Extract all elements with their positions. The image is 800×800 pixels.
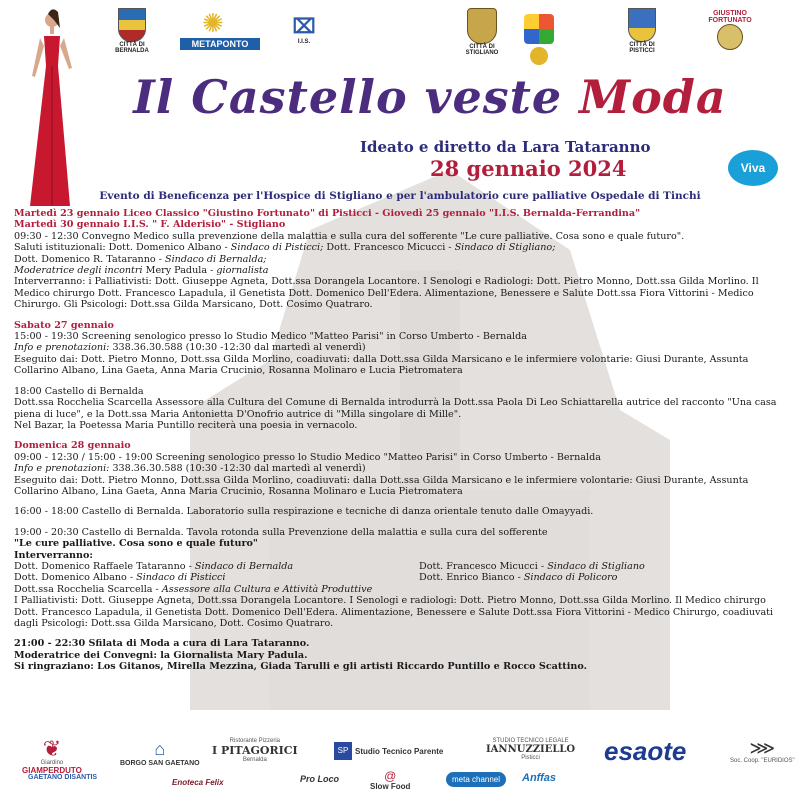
logo-iis [284, 14, 324, 45]
speaker [419, 561, 645, 572]
pisticci-crest-icon [628, 8, 656, 42]
text: Giardino [40, 760, 64, 766]
poster-title [110, 70, 750, 124]
euridios-logo-icon: ⋙ [749, 738, 776, 758]
bernalda-crest-icon [118, 8, 146, 42]
tataranno-line [14, 254, 788, 265]
director-credit: Ideato e diretto da Lara Tataranno [360, 138, 651, 156]
text: IANNUZZIELLO [486, 744, 576, 755]
title-part-1: Il Castello veste [133, 70, 580, 124]
text: Pisticci [521, 755, 540, 761]
text: STUDIO TECNICO LEGALE [492, 738, 569, 744]
logo-metaponto [180, 6, 260, 50]
logo-citta-di-stigliano [462, 8, 502, 56]
text: GIAMPERDUTO [22, 766, 82, 775]
text: I PITAGORICI [212, 744, 298, 757]
stigliano-crest-icon [467, 8, 497, 44]
text: Sindaco di Policoro [523, 572, 618, 584]
text: meta channel [446, 772, 506, 787]
text: Bernalda [242, 757, 267, 763]
speaker [14, 572, 419, 583]
text: Slow Food [370, 782, 411, 791]
castello-1800: 18:00 Castello di Bernalda [14, 385, 144, 397]
sponsor-gaetano-disantis [28, 774, 97, 781]
text: Sindaco di Pisticci [136, 572, 226, 584]
logo-colored-squares [524, 14, 554, 65]
sponsor-euridios [730, 738, 795, 764]
text: Mery Padula - [142, 265, 217, 277]
text: Dott.ssa Rocchelia Scarcella - [14, 583, 162, 595]
sponsor-esaote [604, 736, 686, 767]
cure-palliative-title: "Le cure palliative. Cosa sono e quale futuro" [14, 538, 258, 550]
text: Dott. Domenico R. Tataranno - [14, 253, 166, 265]
sabato-heading: Sabato 27 gennaio [14, 319, 114, 331]
interverranno-paragraph: Interverranno: i Palliativisti: Dott. Giuseppe Agneta, Dott.ssa Dorangela Locantore. I Senologi e Radiologi: Dott. Pietro Monno, Dott.ssa Gilda Morlino. Il Medico chirurgo Dott. Francesco Lapadula, il Genetista Dott. Domenico Dell'Edera. Alimentazione, Benessere e Salute Dott.ssa Fiora Vittorini - Medico Chirurgo. Gli Psicologi: Dott.ssa Gilda Marsicano, Dott. Cosimo Quatraro. [14, 276, 759, 311]
title-part-2: Moda [579, 70, 727, 124]
logo-caption: CITTÀ DI BERNALDA [115, 42, 149, 54]
text: Assessore alla Cultura e Attività Produttive [161, 583, 373, 595]
text: Dott. Domenico Albano - [14, 572, 137, 584]
text: Si ringraziano: [14, 661, 94, 673]
round-seal-icon [530, 47, 548, 65]
sponsor-slow-food [370, 770, 410, 791]
sponsor-meta-channel [446, 772, 506, 787]
logo-caption: I.I.S. [297, 39, 311, 45]
text: Los Gitanos, Mirella Mezzina, Giada Tarulli e gli artisti Riccardo Puntillo e Rocco Scattino. [93, 661, 587, 673]
moderatrice-line [14, 265, 788, 276]
convegno-line: 09:30 - 12:30 Convegno Medico sulla prevenzione della malattia e sulla cura del sofferente "Le cure palliative. Cosa sono e quale futuro". [14, 230, 685, 242]
text: Sindaco di Bernalda; [165, 253, 267, 265]
text: GAETANO DISANTIS [28, 774, 98, 781]
sabato-screening: 15:00 - 19:30 Screening senologico presso lo Studio Medico "Matteo Parisi" in Corso Umberto - Bernalda [14, 331, 527, 343]
colored-square-icon [524, 14, 554, 44]
tavola-rotonda-line: 19:00 - 20:30 Castello di Bernalda. Tavola rotonda sulla Prevenzione della malattia e sulla cura del sofferente [14, 526, 548, 538]
text: Sindaco di Stigliano; [454, 242, 556, 254]
snail-icon: @ [384, 769, 397, 783]
text: Pro Loco [300, 774, 340, 784]
speakers-row-1 [14, 561, 788, 572]
program-text [14, 208, 788, 673]
speaker [14, 561, 419, 572]
laboratorio-line: 16:00 - 18:00 Castello di Bernalda. Laboratorio sulla respirazione e tecniche di danza orientale tenuto dalle Omayyadi. [14, 506, 594, 518]
text: Studio Tecnico Parente [355, 746, 444, 756]
sponsor-iannuzziello [486, 738, 575, 761]
stigliano-date: Martedì 30 gennaio I.I.S. " F. Alderisio" - Stigliano [14, 219, 286, 231]
borgo-logo-icon: ⌂ [154, 739, 166, 759]
sfilata-line: 21:00 - 22:30 Sfilata di Moda a cura di Lara Tataranno. [14, 638, 310, 650]
sponsor-i-pitagorici [212, 738, 298, 763]
text: Saluti istituzionali: Dott. Domenico Albano - [14, 242, 231, 254]
text: BORGO SAN GAETANO [120, 760, 200, 767]
metaponto-stars-icon: ✺ [202, 8, 224, 38]
domenica-screening: 09:00 - 12:30 / 15:00 - 19:00 Screening senologico presso lo Studio Medico "Matteo Parisi" in Corso Umberto - Bernalda [14, 451, 601, 463]
fashion-model-illustration [22, 6, 82, 211]
text: Sindaco di Bernalda [194, 560, 294, 572]
speaker [419, 572, 617, 583]
parente-logo-icon: SP [334, 742, 352, 760]
logo-giustino-fortunato [700, 10, 760, 50]
sponsor-pro-loco [300, 774, 339, 784]
fortunato-seal-icon [717, 24, 743, 50]
scarcella-line [14, 584, 788, 595]
domenica-info [14, 463, 788, 474]
iis-book-icon: ⌧ [292, 16, 316, 38]
sponsor-giamperduto [22, 738, 82, 775]
text: Anffas [522, 772, 557, 784]
sabato-eseguito: Eseguito dai: Dott. Pietro Monno, Dott.ssa Gilda Morlino, coadiuvati: dalla Dott.ssa Gilda Marsicano e le infermiere volontarie: Giusi Durante, Assunta Collarino Albano, Lina Gaeta, Anna Maria Crucinio, Rosanna Molinaro e Lucia Pietromatera [14, 353, 749, 377]
text: Sindaco di Stigliano [547, 560, 645, 572]
sabato-info [14, 342, 788, 353]
text: Info e prenotazioni: [14, 342, 110, 354]
text: Ristorante Pizzeria [229, 738, 281, 744]
logo-caption: CITTÀ DI PISTICCI [629, 42, 655, 54]
charity-line: Evento di Beneficenza per l'Hospice di Stigliano e per l'ambulatorio cure palliative Ospedale di Tinchi [99, 190, 701, 202]
text: Enoteca Felix [172, 778, 224, 787]
castello-desc: Dott.ssa Rocchelia Scarcella Assessore alla Cultura del Comune di Bernalda introdurrà la Dott.ssa Paola Di Leo Schiattarella autrice del racconto "Una casa piena di luce", e la Dott.ssa Maria Antonietta D'Onofrio autrice di "Milla singolare di Mille". [14, 397, 777, 420]
giamperduto-logo-icon: ❦ [42, 736, 62, 761]
moderatrice-convegni: Moderatrice dei Convegni: la Giornalista Mary Padula. [14, 649, 308, 661]
ringraziamenti [14, 661, 788, 672]
logo-caption: CITTÀ DI STIGLIANO [465, 44, 499, 56]
logo-citta-di-bernalda [112, 8, 152, 54]
text: Dott. Enrico Bianco - [419, 572, 524, 584]
viva-badge: Viva [728, 150, 778, 186]
schools-dates: Martedì 23 gennaio Liceo Classico "Giustino Fortunato" di Pisticci - Giovedì 25 gennaio "I.I.S. Bernalda-Ferrandina" [14, 208, 641, 219]
event-date: 28 gennaio 2024 [430, 156, 627, 181]
logo-caption: GIUSTINO FORTUNATO [708, 10, 752, 24]
sponsor-enoteca-felix [172, 778, 224, 787]
text: Moderatrice degli incontri [14, 265, 143, 277]
interverranno-heading: Interverranno: [14, 549, 93, 561]
text: Dott. Francesco Micucci - [323, 242, 455, 254]
text: Soc. Coop. "EURIDIOS" [730, 758, 795, 764]
domenica-heading: Domenica 28 gennaio [14, 440, 131, 452]
text: giornalista [216, 265, 269, 277]
text: Sindaco di Pisticci; [230, 242, 324, 254]
sponsor-anffas [522, 772, 556, 784]
text: Dott. Francesco Micucci - [419, 560, 548, 572]
logo-citta-di-pisticci [622, 8, 662, 54]
text: Info e prenotazioni: [14, 463, 110, 475]
speakers-row-2 [14, 572, 788, 583]
text: esaote [604, 736, 687, 766]
saluti-line [14, 242, 788, 253]
sponsor-borgo-san-gaetano [120, 738, 200, 767]
sponsor-studio-tecnico-parente [334, 742, 443, 760]
logo-caption: METAPONTO [180, 38, 260, 50]
domenica-eseguito: Eseguito dai: Dott. Pietro Monno, Dott.ssa Gilda Morlino, coadiuvati: dalla Dott.ssa Gilda Marsicano e le infermiere volontarie: Giusi Durante, Assunta Collarino Albano, Lina Gaeta, Anna Maria Crucinio, Rosanna Molinaro e Lucia Pietromatera [14, 474, 749, 497]
text: Dott. Domenico Raffaele Tataranno - [14, 560, 195, 572]
bazar-line: Nel Bazar, la Poetessa Maria Puntillo reciterà una poesia in vernacolo. [14, 419, 358, 431]
palliativisti-paragraph: I Palliativisti: Dott. Giuseppe Agneta, Dott.ssa Dorangela Locantore. I Senologi e radiologi: Dott. Pietro Monno, Dott.ssa Gilda Morlino. Il Medico chirurgo Dott. Francesco Lapadula, il Genetista Dott. Domenico Dell'Edera. Alimentazione, Benessere e Salute Dott.ssa Fiora Vittorini - Medico Chirurgo, coadiuvati dagli Psicologi: Dott.ssa Gilda Marsicano, Dott. Cosimo Quatraro. [14, 595, 774, 629]
text: 338.36.30.588 (10:30 -12:30 dal martedì al venerdì) [109, 463, 366, 475]
text: 338.36.30.588 (10:30 -12:30 dal martedì al venerdì) [109, 342, 366, 354]
